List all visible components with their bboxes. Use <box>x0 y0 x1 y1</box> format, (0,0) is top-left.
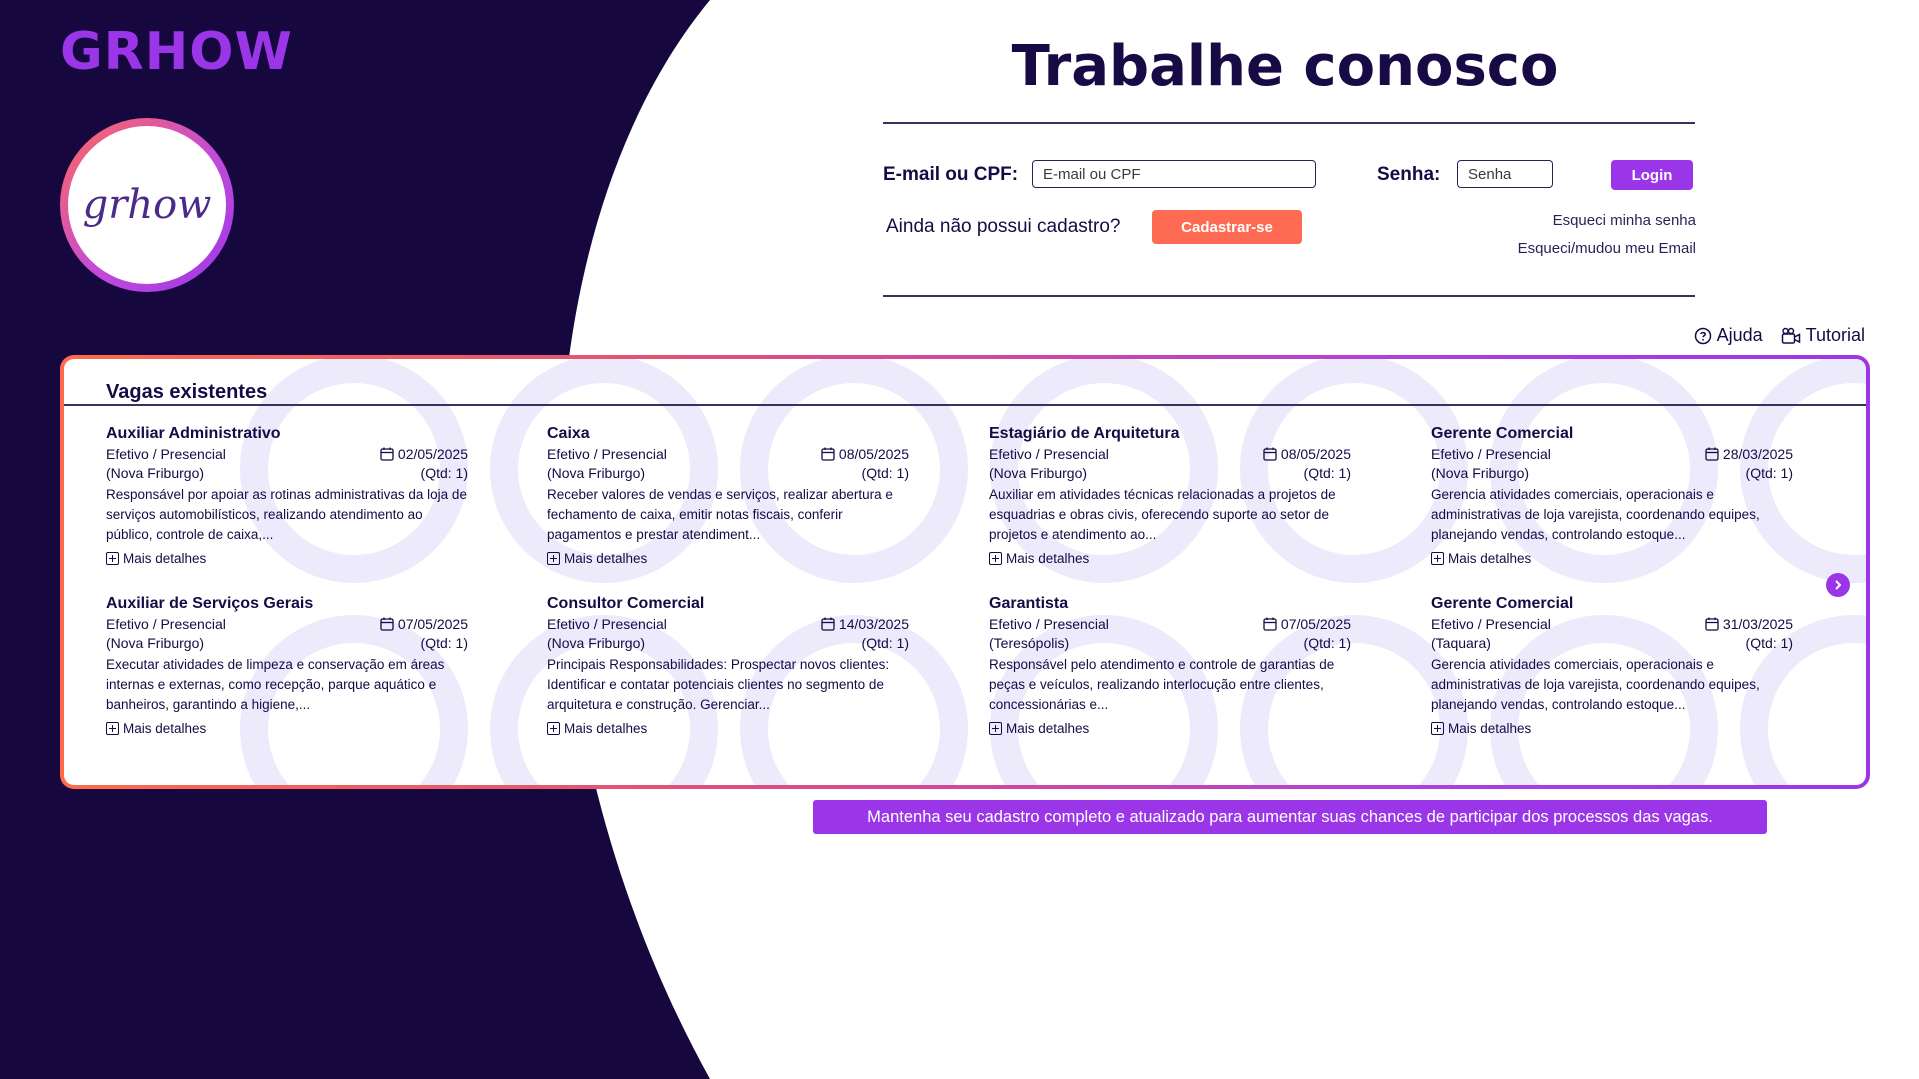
more-details-label: Mais detalhes <box>564 721 648 736</box>
job-qty: (Qtd: 1) <box>420 635 468 651</box>
plus-square-icon <box>106 552 119 565</box>
job-date: 08/05/2025 <box>838 446 909 462</box>
job-city: (Teresópolis) <box>989 635 1070 651</box>
email-label: E-mail ou CPF: <box>883 164 1019 185</box>
job-description: Gerencia atividades comerciais, operacionais e administrativas de loja varejista, coordenando equipes, planejando vendas, controlando estoque... <box>1431 487 1760 542</box>
login-button[interactable]: Login <box>1611 160 1693 190</box>
job-type: Efetivo / Presencial <box>989 446 1109 462</box>
plus-square-icon <box>989 722 1002 735</box>
register-button[interactable]: Cadastrar-se <box>1152 210 1302 244</box>
job-description: Receber valores de vendas e serviços, realizar abertura e fechamento de caixa, emitir notas fiscais, conferir pagamentos e prestar atendiment... <box>547 487 893 542</box>
tutorial-icon <box>1781 327 1801 345</box>
job-city: (Nova Friburgo) <box>547 635 646 651</box>
profile-notice-banner: Mantenha seu cadastro completo e atualizado para aumentar suas chances de participar dos processos das vagas. <box>813 800 1767 834</box>
bottom-divider <box>883 295 1695 297</box>
job-title: Gerente Comercial <box>1431 595 1574 612</box>
job-card[interactable] <box>989 595 1351 736</box>
calendar-icon <box>380 447 394 461</box>
jobs-section-title: Vagas existentes <box>106 381 268 403</box>
job-date: 07/05/2025 <box>397 616 468 632</box>
job-qty: (Qtd: 1) <box>1303 635 1351 651</box>
job-description: Principais Responsabilidades: Prospectar novos clientes: Identificar e contatar potenciais clientes no segmento de arquitetura e construção. Gerenciar... <box>547 657 890 712</box>
page-title: Trabalhe conosco <box>1011 34 1559 99</box>
job-qty: (Qtd: 1) <box>861 465 909 481</box>
jobs-panel <box>60 355 1870 789</box>
job-card[interactable] <box>106 595 468 736</box>
help-links <box>1694 325 1865 346</box>
job-description: Responsável por apoiar as rotinas administrativas da loja de serviços automobilísticos, realizando atendimento ao público, controle de caixa,... <box>106 487 467 542</box>
job-type: Efetivo / Presencial <box>106 446 226 462</box>
job-date: 08/05/2025 <box>1280 446 1351 462</box>
job-city: (Nova Friburgo) <box>106 465 205 481</box>
plus-square-icon <box>547 552 560 565</box>
logo-text: grhow <box>82 182 212 228</box>
job-city: (Taquara) <box>1431 635 1491 651</box>
job-city: (Nova Friburgo) <box>547 465 646 481</box>
help-label: Ajuda <box>1716 325 1763 345</box>
job-type: Efetivo / Presencial <box>106 616 226 632</box>
job-qty: (Qtd: 1) <box>861 635 909 651</box>
job-card[interactable] <box>547 425 909 566</box>
more-details-label: Mais detalhes <box>1448 721 1532 736</box>
job-qty: (Qtd: 1) <box>420 465 468 481</box>
more-details-label: Mais detalhes <box>1448 551 1532 566</box>
plus-square-icon <box>1431 722 1444 735</box>
job-qty: (Qtd: 1) <box>1303 465 1351 481</box>
password-field[interactable] <box>1457 160 1553 188</box>
more-details-link[interactable] <box>106 721 468 736</box>
calendar-icon <box>821 617 835 631</box>
job-card[interactable] <box>106 425 468 566</box>
calendar-icon <box>380 617 394 631</box>
job-type: Efetivo / Presencial <box>547 446 667 462</box>
job-date: 14/03/2025 <box>838 616 909 632</box>
next-page-button[interactable] <box>1826 573 1850 597</box>
more-details-link[interactable] <box>1431 551 1793 566</box>
more-details-label: Mais detalhes <box>564 551 648 566</box>
email-field[interactable] <box>1032 160 1316 188</box>
job-description: Gerencia atividades comerciais, operacionais e administrativas de loja varejista, coordenando equipes, planejando vendas, controlando estoque... <box>1431 657 1760 712</box>
job-title: Gerente Comercial <box>1431 425 1574 442</box>
calendar-icon <box>1263 447 1277 461</box>
job-city: (Nova Friburgo) <box>989 465 1088 481</box>
plus-square-icon <box>106 722 119 735</box>
chevron-right-icon <box>1832 579 1844 591</box>
job-description: Responsável pelo atendimento e controle de garantias de peças e veículos, realizando interlocução entre clientes, concessionárias e... <box>989 657 1335 712</box>
job-card[interactable] <box>547 595 909 736</box>
forgot-password-link[interactable]: Esqueci minha senha <box>1552 212 1696 229</box>
tutorial-label: Tutorial <box>1805 325 1865 345</box>
help-circle-icon <box>1694 327 1712 345</box>
tutorial-link[interactable] <box>1781 325 1865 346</box>
calendar-icon <box>1263 617 1277 631</box>
brand-wordmark: GRHOW <box>60 22 293 82</box>
job-type: Efetivo / Presencial <box>547 616 667 632</box>
job-qty: (Qtd: 1) <box>1745 635 1793 651</box>
job-date: 02/05/2025 <box>397 446 468 462</box>
calendar-icon <box>1705 617 1719 631</box>
job-title: Estagiário de Arquitetura <box>989 425 1180 442</box>
job-date: 31/03/2025 <box>1722 616 1793 632</box>
job-card[interactable] <box>989 425 1351 566</box>
more-details-link[interactable] <box>547 721 909 736</box>
job-card[interactable] <box>1431 425 1793 566</box>
more-details-link[interactable] <box>547 551 909 566</box>
more-details-label: Mais detalhes <box>1006 551 1090 566</box>
help-link[interactable] <box>1694 325 1763 346</box>
job-type: Efetivo / Presencial <box>989 616 1109 632</box>
more-details-link[interactable] <box>989 721 1351 736</box>
job-city: (Nova Friburgo) <box>106 635 205 651</box>
job-title: Auxiliar de Serviços Gerais <box>106 595 314 612</box>
job-date: 28/03/2025 <box>1722 446 1793 462</box>
forgot-email-link[interactable]: Esqueci/mudou meu Email <box>1517 240 1696 257</box>
job-type: Efetivo / Presencial <box>1431 446 1551 462</box>
plus-square-icon <box>989 552 1002 565</box>
register-prompt: Ainda não possui cadastro? <box>886 216 1121 237</box>
job-title: Garantista <box>989 595 1069 612</box>
password-label: Senha: <box>1377 164 1441 185</box>
job-description: Auxiliar em atividades técnicas relacionadas a projetos de esquadrias e obras civis, oferecendo suporte ao setor de projetos e atendimento ao... <box>989 487 1336 542</box>
job-title: Caixa <box>547 425 590 442</box>
more-details-label: Mais detalhes <box>1006 721 1090 736</box>
plus-square-icon <box>547 722 560 735</box>
more-details-link[interactable] <box>989 551 1351 566</box>
job-type: Efetivo / Presencial <box>1431 616 1551 632</box>
company-logo <box>60 118 234 292</box>
calendar-icon <box>1705 447 1719 461</box>
more-details-link[interactable] <box>1431 721 1793 736</box>
more-details-label: Mais detalhes <box>123 721 207 736</box>
job-date: 07/05/2025 <box>1280 616 1351 632</box>
job-title: Consultor Comercial <box>547 595 705 612</box>
job-title: Auxiliar Administrativo <box>106 425 281 442</box>
job-description: Executar atividades de limpeza e conservação em áreas internas e externas, como recepção, parque aquático e banheiros, garantindo a higiene,... <box>106 657 445 712</box>
plus-square-icon <box>1431 552 1444 565</box>
more-details-link[interactable] <box>106 551 468 566</box>
job-qty: (Qtd: 1) <box>1745 465 1793 481</box>
job-card[interactable] <box>1431 595 1793 736</box>
more-details-label: Mais detalhes <box>123 551 207 566</box>
calendar-icon <box>821 447 835 461</box>
top-divider <box>883 122 1695 124</box>
job-city: (Nova Friburgo) <box>1431 465 1530 481</box>
jobs-divider <box>64 404 1866 406</box>
